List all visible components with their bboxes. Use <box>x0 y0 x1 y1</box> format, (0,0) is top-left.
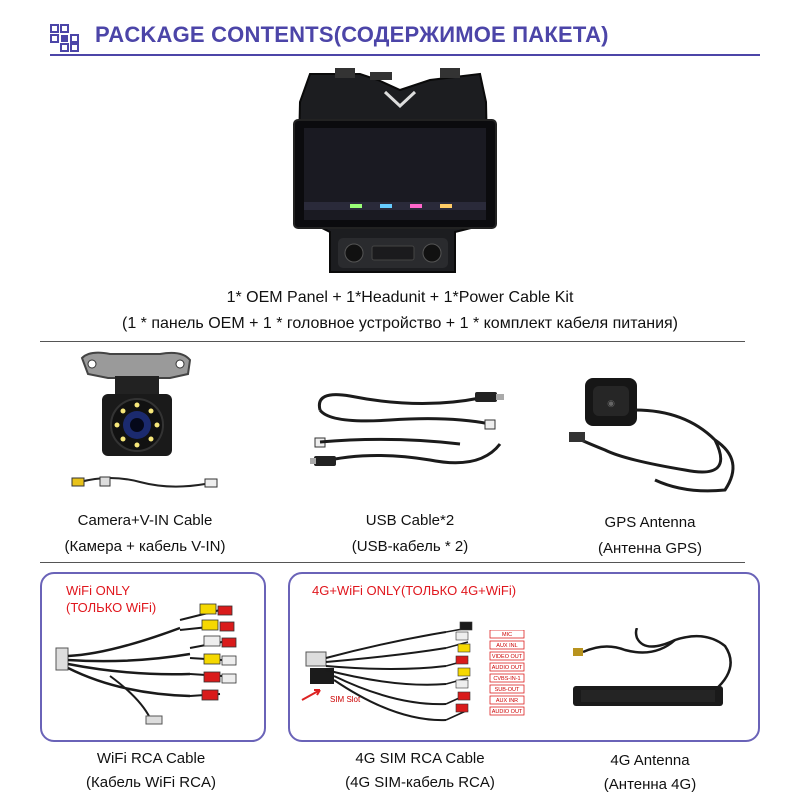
main-caption-en: 1* OEM Panel + 1*Headunit + 1*Power Cable Kit <box>226 289 574 306</box>
camera-vin-cable-image <box>70 348 230 498</box>
tag-aux-inl: AUX INL <box>496 643 518 649</box>
tag-audio-out-1: AUDIO OUT <box>491 665 523 671</box>
boxes-logo-icon <box>50 24 80 52</box>
usb-caption-ru: (USB-кабель * 2) <box>351 538 469 555</box>
title-underline <box>50 54 760 56</box>
sim-slot-label: SIM Slot <box>330 695 361 704</box>
wifi-only-label: WiFi ONLY <box>66 583 131 598</box>
gps-caption-en: GPS Antenna <box>604 514 696 531</box>
4g-wifi-only-label: 4G+WiFi ONLY(ТОЛЬКО 4G+WiFi) <box>312 583 517 598</box>
usb-caption-en: USB Cable*2 <box>365 512 455 529</box>
4g-rca-tags <box>488 630 544 722</box>
gps-caption-ru: (Антенна GPS) <box>597 540 703 557</box>
main-caption-ru: (1 * панель OEM + 1 * головное устройство + 1 * комплект кабеля питания) <box>121 315 678 332</box>
wifi-rca-cable-image <box>50 598 250 736</box>
4g-antenna-caption-ru: (Антенна 4G) <box>603 776 697 793</box>
camera-caption-en: Camera+V-IN Cable <box>77 512 213 529</box>
wifi-only-label-ru: (ТОЛЬКО WiFi) <box>66 600 157 615</box>
usb-cable-image <box>310 380 510 480</box>
4g-sim-rca-caption-en: 4G SIM RCA Cable <box>355 750 485 767</box>
4g-antenna-caption-en: 4G Antenna <box>610 752 690 769</box>
tag-video-out: VIDEO OUT <box>491 654 523 660</box>
4g-antenna-image <box>565 628 750 728</box>
tag-mic: MIC <box>501 632 513 638</box>
tag-audio-out-2: AUDIO OUT <box>491 709 523 715</box>
gps-antenna-image <box>565 370 755 500</box>
divider-1 <box>40 341 745 342</box>
4g-sim-rca-caption-ru: (4G SIM-кабель RCA) <box>345 774 495 791</box>
headunit-panel-image <box>290 62 500 284</box>
tag-cvbs-in: CVBS-IN-1 <box>493 676 521 682</box>
camera-caption-ru: (Камера + кабель V-IN) <box>64 538 226 555</box>
wifi-rca-caption-en: WiFi RCA Cable <box>96 750 206 767</box>
tag-aux-inr: AUX INR <box>495 698 519 704</box>
divider-2 <box>40 562 745 563</box>
tag-sub-out: SUB-OUT <box>494 687 520 693</box>
page-title: PACKAGE CONTENTS(СОДЕРЖИМОЕ ПАКЕТА) <box>95 22 609 47</box>
wifi-rca-caption-ru: (Кабель WiFi RCA) <box>86 774 216 791</box>
svg-text:◉: ◉ <box>607 398 615 408</box>
